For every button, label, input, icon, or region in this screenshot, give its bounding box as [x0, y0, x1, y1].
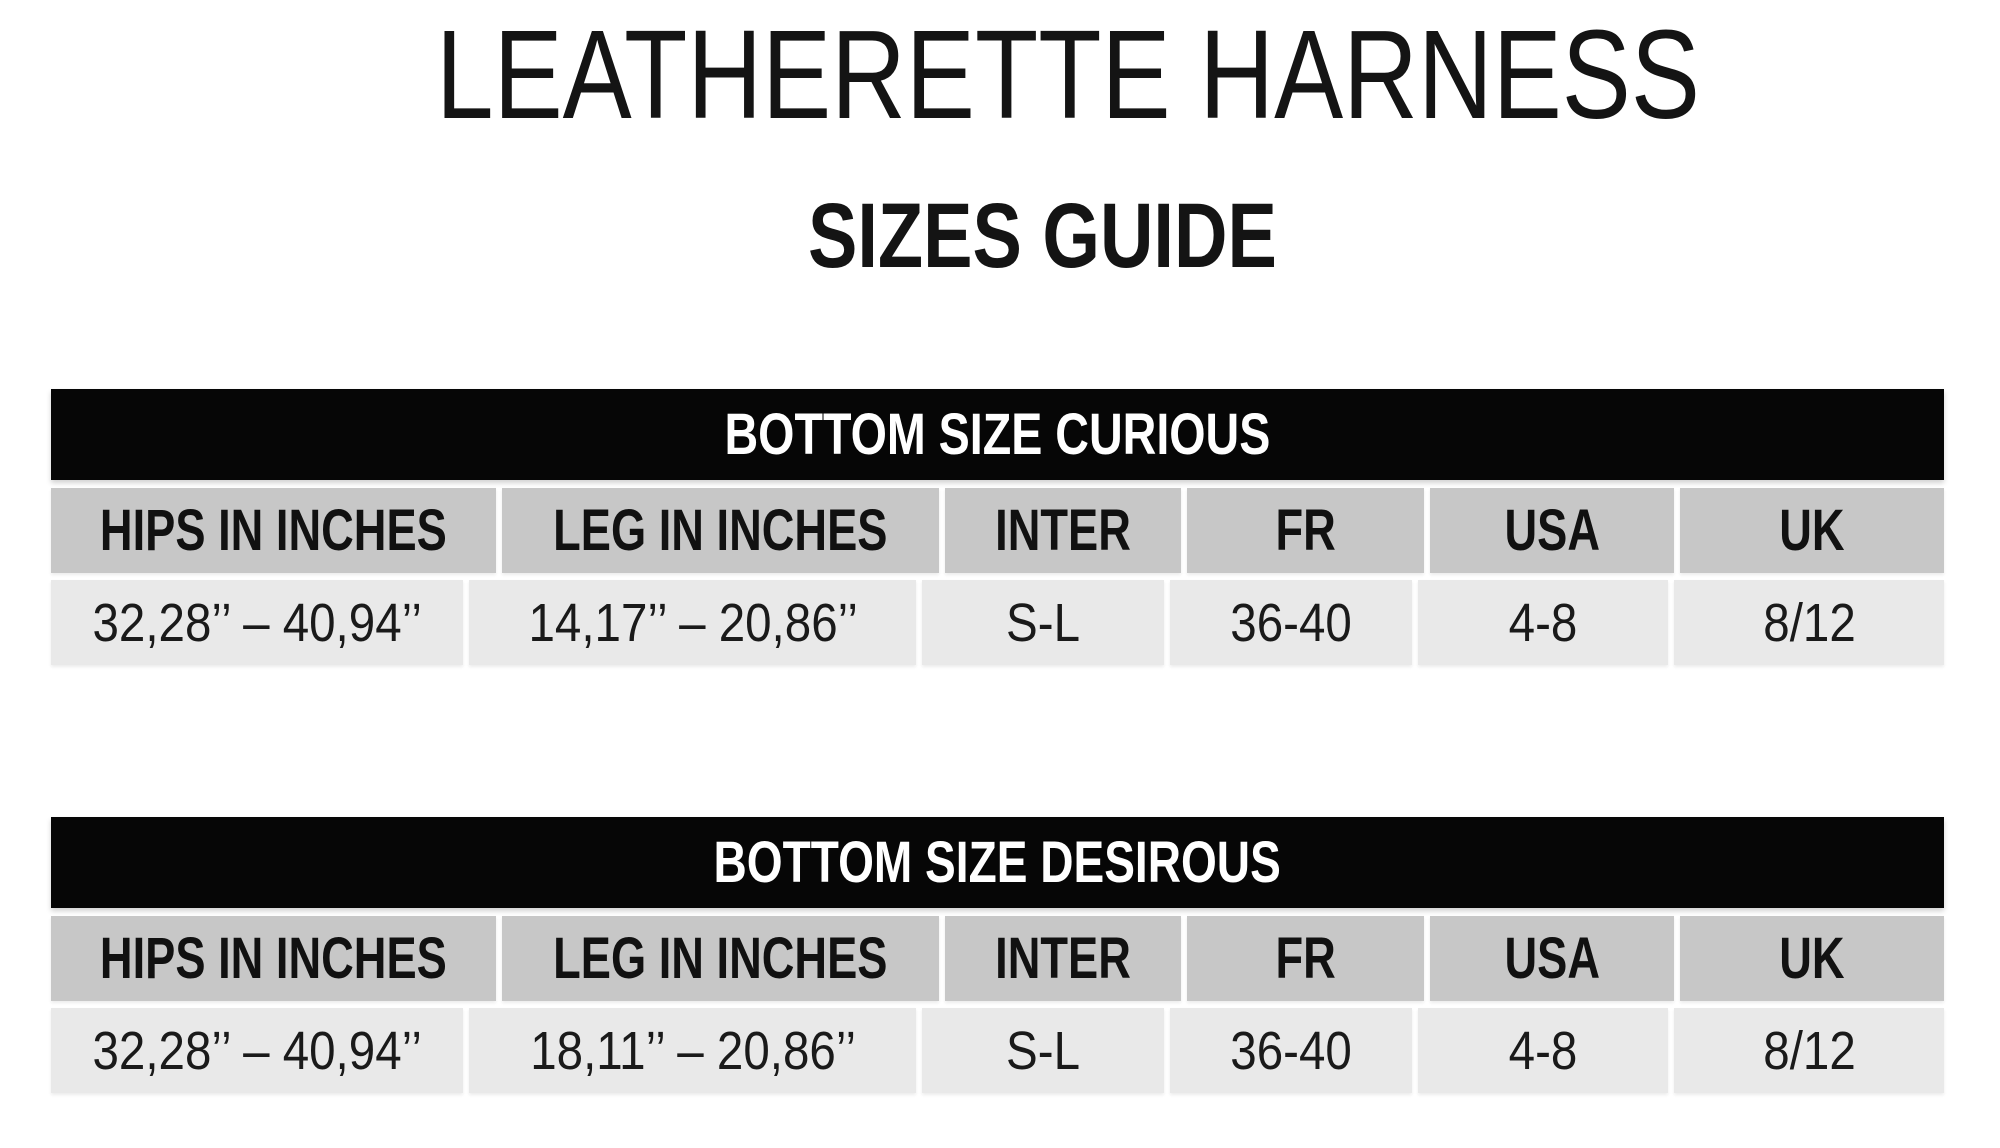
data-value-uk: 8/12: [1762, 592, 1856, 653]
table-title-band-curious: [51, 389, 1944, 480]
header-label-usa: USA: [1504, 497, 1600, 563]
size-table-desirous: [51, 817, 1944, 1093]
data-value-leg: 14,17’’ – 20,86’’: [528, 592, 858, 653]
header-cell-hips: [51, 916, 496, 1001]
page-subtitle: [0, 185, 2000, 287]
header-cell-hips: [51, 488, 496, 573]
data-value-leg: 18,11’’ – 20,86’’: [529, 1020, 856, 1081]
page-subtitle-text: SIZES GUIDE: [807, 185, 1277, 287]
header-cell-uk: [1680, 488, 1944, 573]
data-value-usa: 4-8: [1508, 592, 1578, 653]
header-row-curious: [51, 488, 1944, 573]
header-label-uk: UK: [1779, 925, 1845, 991]
data-cell-uk: [1674, 580, 1944, 665]
data-cell-hips: [51, 580, 463, 665]
header-label-leg: LEG IN INCHES: [553, 497, 888, 563]
header-label-fr: FR: [1275, 497, 1336, 563]
data-value-hips: 32,28’’ – 40,94’’: [92, 1020, 422, 1081]
data-cell-leg: [469, 1008, 916, 1093]
data-value-inter: S-L: [1006, 592, 1081, 653]
data-cell-fr: [1170, 1008, 1412, 1093]
data-cell-leg: [469, 580, 916, 665]
header-cell-leg: [502, 488, 939, 573]
page-title-text: LEATHERETTE HARNESS: [436, 4, 1700, 145]
data-cell-usa: [1418, 580, 1668, 665]
data-value-uk: 8/12: [1762, 1020, 1856, 1081]
table-title-desirous: BOTTOM SIZE DESIROUS: [713, 829, 1282, 895]
data-cell-hips: [51, 1008, 463, 1093]
header-label-hips: HIPS IN INCHES: [99, 925, 447, 991]
header-label-usa: USA: [1504, 925, 1600, 991]
data-cell-inter: [922, 580, 1164, 665]
header-cell-uk: [1680, 916, 1944, 1001]
data-value-fr: 36-40: [1230, 592, 1353, 653]
header-cell-fr: [1187, 916, 1424, 1001]
data-cell-fr: [1170, 580, 1412, 665]
data-cell-inter: [922, 1008, 1164, 1093]
data-cell-uk: [1674, 1008, 1944, 1093]
data-value-inter: S-L: [1006, 1020, 1081, 1081]
header-cell-usa: [1430, 916, 1674, 1001]
data-row-curious: [51, 580, 1944, 665]
header-label-hips: HIPS IN INCHES: [99, 497, 447, 563]
table-title-band-desirous: [51, 817, 1944, 908]
data-value-fr: 36-40: [1230, 1020, 1353, 1081]
header-row-desirous: [51, 916, 1944, 1001]
header-label-inter: INTER: [995, 925, 1131, 991]
header-cell-leg: [502, 916, 939, 1001]
header-label-fr: FR: [1275, 925, 1336, 991]
size-table-curious: [51, 389, 1944, 665]
header-label-leg: LEG IN INCHES: [553, 925, 888, 991]
data-value-usa: 4-8: [1508, 1020, 1578, 1081]
header-label-inter: INTER: [995, 497, 1131, 563]
data-value-hips: 32,28’’ – 40,94’’: [92, 592, 422, 653]
page-title: [0, 4, 2000, 145]
table-title-curious: BOTTOM SIZE CURIOUS: [724, 401, 1271, 467]
data-cell-usa: [1418, 1008, 1668, 1093]
header-label-uk: UK: [1779, 497, 1845, 563]
header-cell-inter: [945, 916, 1182, 1001]
header-cell-usa: [1430, 488, 1674, 573]
header-cell-fr: [1187, 488, 1424, 573]
data-row-desirous: [51, 1008, 1944, 1093]
header-cell-inter: [945, 488, 1182, 573]
